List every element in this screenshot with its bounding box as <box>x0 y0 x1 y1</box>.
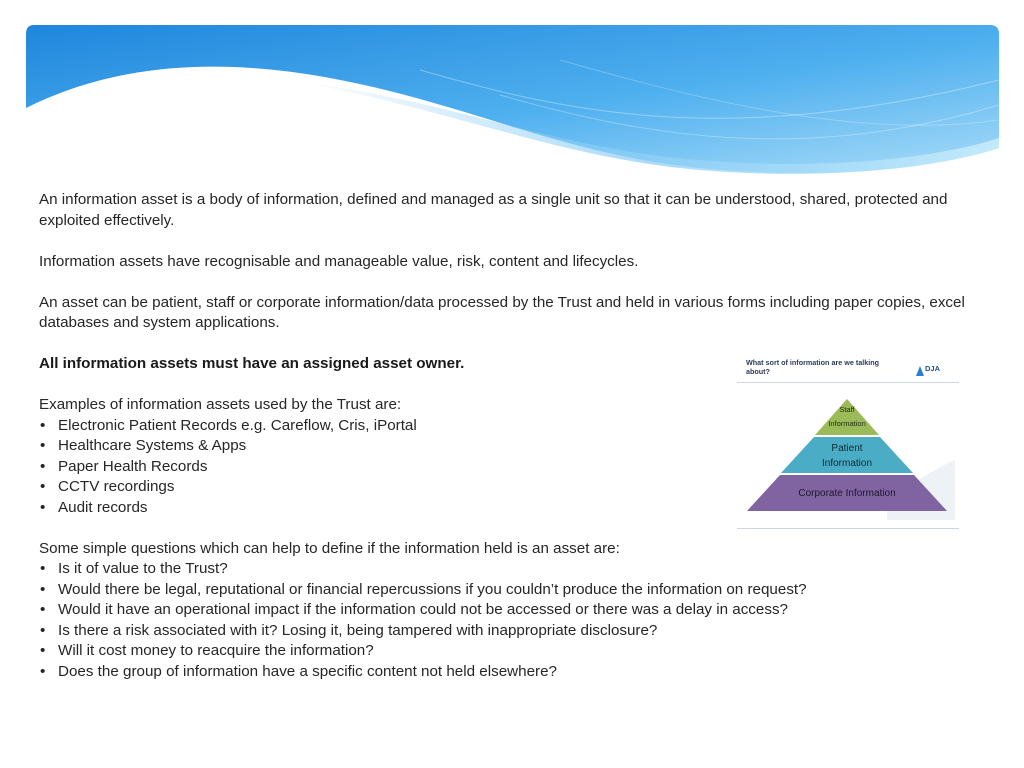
dja-logo <box>915 364 955 378</box>
pyramid-diagram <box>737 380 959 530</box>
list-item: • Is it of value to the Trust? <box>39 559 1004 580</box>
list-item: • CCTV recordings <box>39 477 1004 498</box>
tier-middle-label-1: Patient <box>831 443 863 454</box>
figure-header <box>737 356 959 383</box>
list-item: • Would there be legal, reputational or financial repercussions if you couldn’t produce the information on request? <box>39 580 1004 601</box>
asset-types-paragraph: An asset can be patient, staff or corporate information/data processed by the Trust and held in various forms including paper copies, excel databases and system applications. <box>39 293 965 331</box>
list-item: • Does the group of information have a specific content not held elsewhere? <box>39 662 1004 683</box>
header-wave-banner <box>0 0 1024 180</box>
list-item: • Audit records <box>39 498 1004 519</box>
list-item: • Paper Health Records <box>39 457 1004 478</box>
list-item: • Healthcare Systems & Apps <box>39 436 1004 457</box>
definition-paragraph: An information asset is a body of information, defined and managed as a single unit so that it can be understood, shared, protected and exploited effectively. <box>39 191 948 229</box>
asset-owner-statement: All information assets must have an assigned asset owner. <box>39 355 465 372</box>
tier-middle-label-2: Information <box>821 458 873 469</box>
information-pyramid-figure <box>737 356 959 532</box>
tier-top-label-2: Information <box>828 419 866 428</box>
list-item: • Will it cost money to reacquire the information? <box>39 641 1004 662</box>
list-item: • Electronic Patient Records e.g. Careflow, Cris, iPortal <box>39 416 1004 437</box>
figure-footer-rule <box>737 528 959 529</box>
tier-bottom-label: Corporate Information <box>798 488 896 499</box>
figure-title: What sort of information are we talking about? <box>746 358 879 376</box>
wave-main <box>26 25 999 173</box>
list-item: • Is there a risk associated with it? Losing it, being tampered with inappropriate disclosure? <box>39 621 1004 642</box>
questions-list <box>39 559 1004 682</box>
logo-mark-icon <box>915 365 925 377</box>
characteristics-paragraph: Information assets have recognisable and manageable value, risk, content and lifecycles. <box>39 252 639 270</box>
questions-intro: Some simple questions which can help to define if the information held is an asset are: <box>39 539 620 557</box>
logo-text: DJA <box>925 364 941 373</box>
list-item: • Would it have an operational impact if the information could not be accessed or there was a delay in access? <box>39 600 1004 621</box>
examples-intro: Examples of information assets used by the Trust are: <box>39 396 402 413</box>
tier-top-label-1: Staff <box>839 405 855 414</box>
